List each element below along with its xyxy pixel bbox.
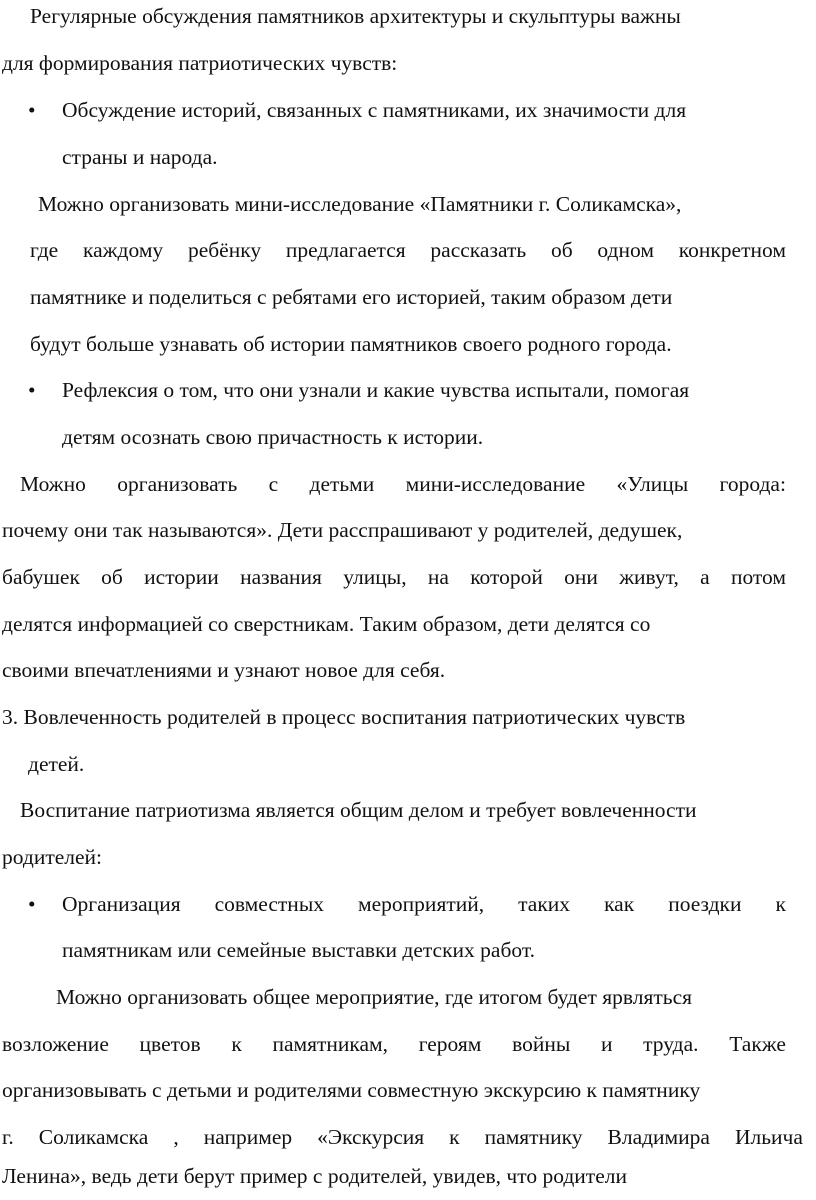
word: цветов: [139, 1032, 201, 1056]
word: на: [427, 565, 449, 589]
bullet-2-marker: •: [28, 378, 36, 402]
word: об: [550, 238, 573, 262]
word: об: [101, 565, 123, 589]
word: Также: [729, 1032, 786, 1056]
word: Ильича: [734, 1125, 803, 1149]
word: и: [600, 1032, 613, 1056]
word: потом: [730, 565, 786, 589]
word: героям: [418, 1032, 482, 1056]
word: г.: [2, 1125, 14, 1149]
word: «Экскурсия: [317, 1125, 425, 1149]
word: одном: [597, 238, 654, 262]
word: конкретном: [678, 238, 786, 262]
word: каждому: [83, 238, 164, 262]
word: войны: [512, 1032, 571, 1056]
word: возложение: [2, 1032, 109, 1056]
paragraph-5-line-1: Можно организовать общее мероприятие, где итогом будет ярвляться: [56, 985, 693, 1009]
paragraph-5-line-4: [2, 1127, 803, 1149]
paragraph-4-line-1: Воспитание патриотизма является общим делом и требует вовлеченности: [20, 798, 697, 822]
paragraph-2-line-1: Можно организовать мини-исследование «Памятники г. Соликамска»,: [38, 192, 682, 216]
word: рассказать: [430, 238, 527, 262]
paragraph-3-line-2: почему они так называются». Дети расспрашивают у родителей, дедушек,: [2, 518, 683, 542]
word: памятнику: [484, 1125, 583, 1149]
bullet-3-marker: •: [28, 892, 36, 916]
paragraph-5-line-5: Ленина», ведь дети берут пример с родителей, увидев, что родители: [2, 1164, 627, 1188]
paragraph-1-line-1: Регулярные обсуждения памятников архитектуры и скульптуры важны: [30, 4, 681, 28]
bullet-1-line-2: страны и народа.: [62, 145, 218, 169]
word: где: [30, 238, 59, 262]
word: которой: [470, 565, 543, 589]
paragraph-3-line-4: делятся информацией со сверстникам. Таким образом, дети делятся со: [2, 612, 651, 636]
word: к: [449, 1125, 460, 1149]
word: улицы,: [343, 565, 407, 589]
bullet-3-line-2: памятникам или семейные выставки детских работ.: [62, 938, 536, 962]
bullet-1-marker: •: [28, 98, 36, 122]
word: детьми: [309, 472, 375, 496]
word: они: [564, 565, 598, 589]
word: Можно: [20, 472, 86, 496]
paragraph-3-line-5: своими впечатлениями и узнают новое для себя.: [2, 658, 446, 682]
paragraph-3-line-3: [2, 567, 786, 589]
word: Организация: [62, 892, 181, 916]
word: города:: [719, 472, 786, 496]
bullet-2-line-1: Рефлексия о том, что они узнали и какие чувства испытали, помогая: [62, 378, 690, 402]
word: истории: [144, 565, 219, 589]
word: совместных: [214, 892, 325, 916]
word: Соликамска: [38, 1125, 149, 1149]
word: памятникам,: [272, 1032, 389, 1056]
paragraph-2-line-2: [30, 240, 786, 262]
bullet-1-line-1: Обсуждение историй, связанных с памятниками, их значимости для: [62, 98, 687, 122]
paragraph-2-line-4: будут больше узнавать об истории памятников своего родного города.: [30, 332, 672, 356]
word: труда.: [643, 1032, 699, 1056]
paragraph-4-line-2: родителей:: [2, 845, 103, 869]
word: живут,: [619, 565, 679, 589]
word: таких: [518, 892, 571, 916]
bullet-3-line-1: [62, 894, 786, 916]
word: «Улицы: [616, 472, 689, 496]
word: бабушек: [2, 565, 80, 589]
word: к: [231, 1032, 242, 1056]
section-3-heading-line-2: детей.: [28, 752, 85, 776]
word: мероприятий,: [358, 892, 485, 916]
word: поездки: [668, 892, 742, 916]
paragraph-5-line-3: организовывать с детьми и родителями совместную экскурсию к памятнику: [2, 1078, 701, 1102]
paragraph-5-line-2: [2, 1034, 786, 1056]
word: как: [604, 892, 635, 916]
paragraph-1-line-2: для формирования патриотических чувств:: [2, 51, 398, 75]
section-3-heading-line-1: 3. Вовлеченность родителей в процесс воспитания патриотических чувств: [2, 705, 686, 729]
word: ,: [173, 1125, 179, 1149]
word: ребёнку: [187, 238, 262, 262]
word: например: [203, 1125, 293, 1149]
word: к: [775, 892, 786, 916]
word: названия: [240, 565, 322, 589]
word: мини-исследование: [405, 472, 586, 496]
word: с: [268, 472, 279, 496]
word: предлагается: [285, 238, 406, 262]
paragraph-2-line-3: памятнике и поделиться с ребятами его историей, таким образом дети: [30, 285, 673, 309]
word: Владимира: [607, 1125, 710, 1149]
word: а: [700, 565, 710, 589]
word: организовать: [117, 472, 238, 496]
bullet-2-line-2: детям осознать свою причастность к истории.: [62, 425, 484, 449]
paragraph-3-line-1: [20, 474, 786, 496]
